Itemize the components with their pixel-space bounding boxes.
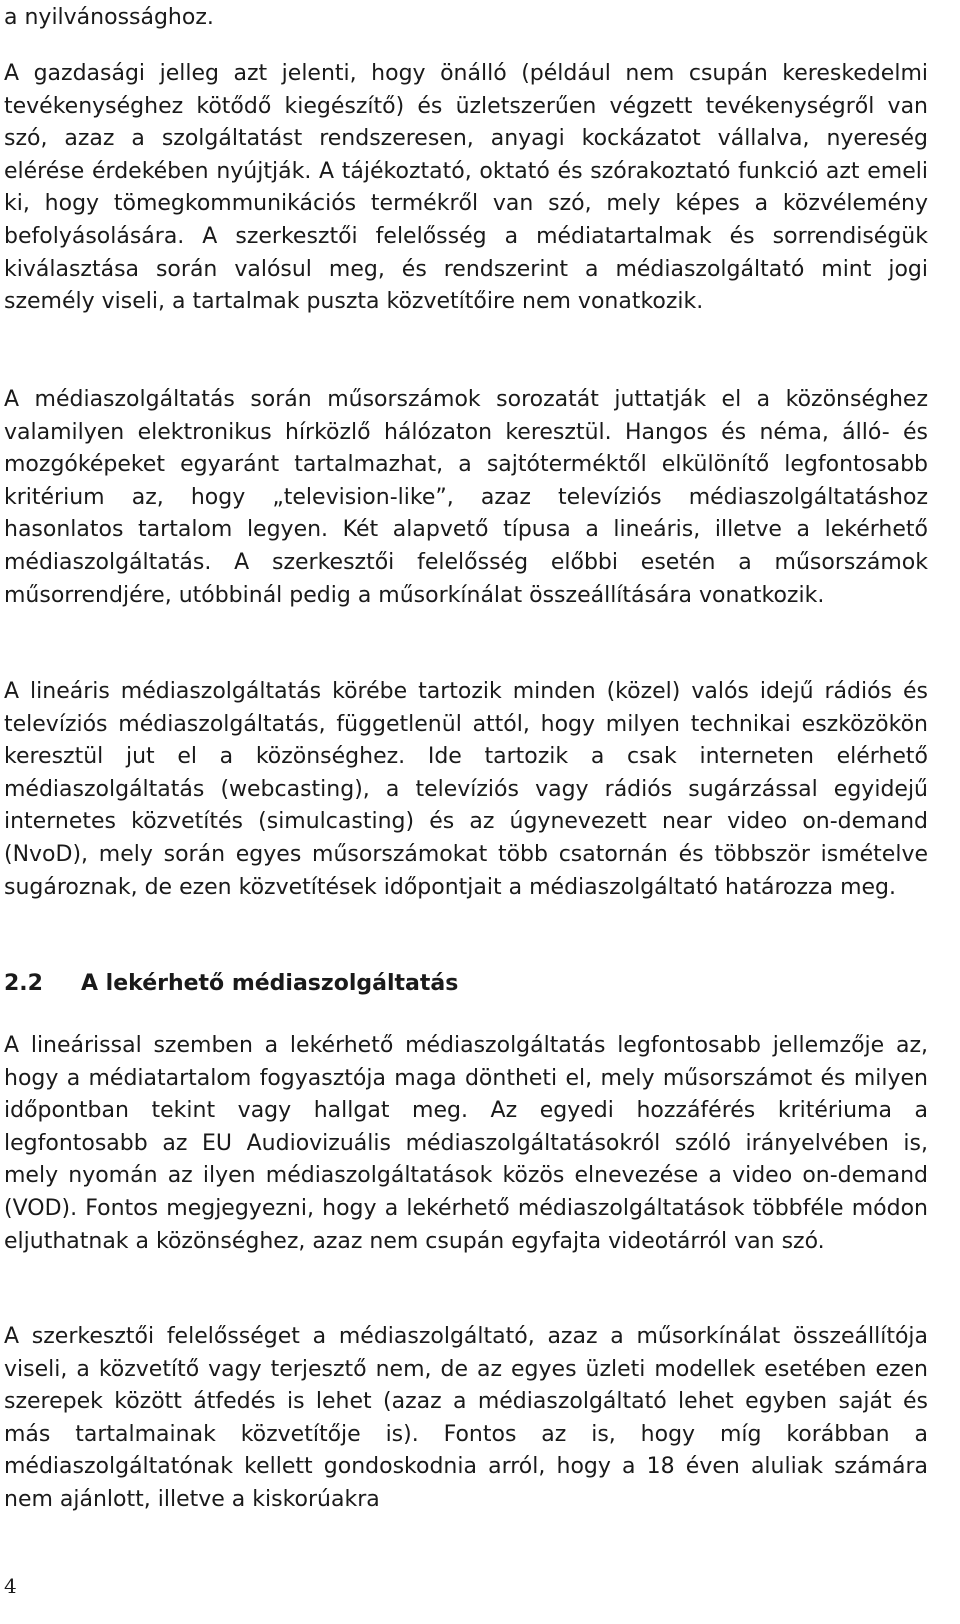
section-number: 2.2: [4, 971, 43, 996]
paragraph: A szerkesztői felelősséget a médiaszolgáltató, azaz a műsorkínálat összeállítója viseli, a közvetítő vagy terjesztő nem, de az egyes üzleti modellek esetében ezen szerepek között átfedés is lehet (azaz a médiaszolgáltató lehet egyben saját és más tartalmainak közvetítője is). Fontos az is, hogy míg korábban a médiaszolgáltatónak kellett gondoskodnia arról, hogy a 18 éven aluliak számára nem ajánlott, illetve a kiskorúakra: [4, 1324, 928, 1512]
section-heading: [4, 968, 458, 1000]
paragraph: A gazdasági jelleg azt jelenti, hogy önálló (például nem csupán kereskedelmi tevékenységhez kötődő kiegészítő) és üzletszerűen végzett tevékenységről van szó, azaz a szolgáltatást rendszeresen, anyagi kockázatot vállalva, nyereség elérése érdekében nyújtják. A tájékoztató, oktató és szórakoztató funkció azt emeli ki, hogy tömegkommunikációs termékről van szó, mely képes a közvélemény befolyásolására. A szerkesztői felelősség a médiatartalmak és sorrendiségük kiválasztása során valósul meg, és rendszerint a médiaszolgáltató mint jogi személy viseli, a tartalmak puszta közvetítőire nem vonatkozik.: [4, 61, 928, 315]
paragraph: A lineáris médiaszolgáltatás körébe tartozik minden (közel) valós idejű rádiós és televíziós médiaszolgáltatás, függetlenül attól, hogy milyen technikai eszközökön keresztül jut el a közönséghez. Ide tartozik a csak interneten elérhető médiaszolgáltatás (webcasting), a televíziós vagy rádiós sugárzással egyidejű internetes közvetítés (simulcasting) és az úgynevezett near video on-demand (NvoD), mely során egyes műsorszámokat több csatornán és többször ismételve sugároznak, de ezen közvetítések időpontjait a médiaszolgáltató határozza meg.: [4, 679, 928, 900]
continued-text-fragment: a nyilvánossághoz.: [4, 5, 214, 30]
paragraph: A médiaszolgáltatás során műsorszámok sorozatát juttatják el a közönséghez valamilyen elektronikus hírközlő hálózaton keresztül. Hangos és néma, álló- és mozgóképeket egyaránt tartalmazhat, a sajtóterméktől elkülönítő legfontosabb kritérium az, hogy „television-like”, azaz televíziós médiaszolgáltatáshoz hasonlatos tartalom legyen. Két alapvető típusa a lineáris, illetve a lekérhető médiaszolgáltatás. A szerkesztői felelősség előbbi esetén a műsorszámok műsorrendjére, utóbbinál pedig a műsorkínálat összeállítására vonatkozik.: [4, 387, 928, 608]
paragraph: A lineárissal szemben a lekérhető médiaszolgáltatás legfontosabb jellemzője az, hogy a médiatartalom fogyasztója maga döntheti el, mely műsorszámot és milyen időpontban tekint vagy hallgat meg. Az egyedi hozzáférés kritériuma a legfontosabb az EU Audiovizuális médiaszolgáltatásokról szóló irányelvében is, mely nyomán az ilyen médiaszolgáltatások közös elnevezése a video on-demand (VOD). Fontos megjegyezni, hogy a lekérhető médiaszolgáltatások többféle módon eljuthatnak a közönséghez, azaz nem csupán egyfajta videotárról van szó.: [4, 1033, 928, 1254]
section-title: A lekérhető médiaszolgáltatás: [81, 971, 459, 996]
page-number: 4: [4, 1574, 17, 1598]
